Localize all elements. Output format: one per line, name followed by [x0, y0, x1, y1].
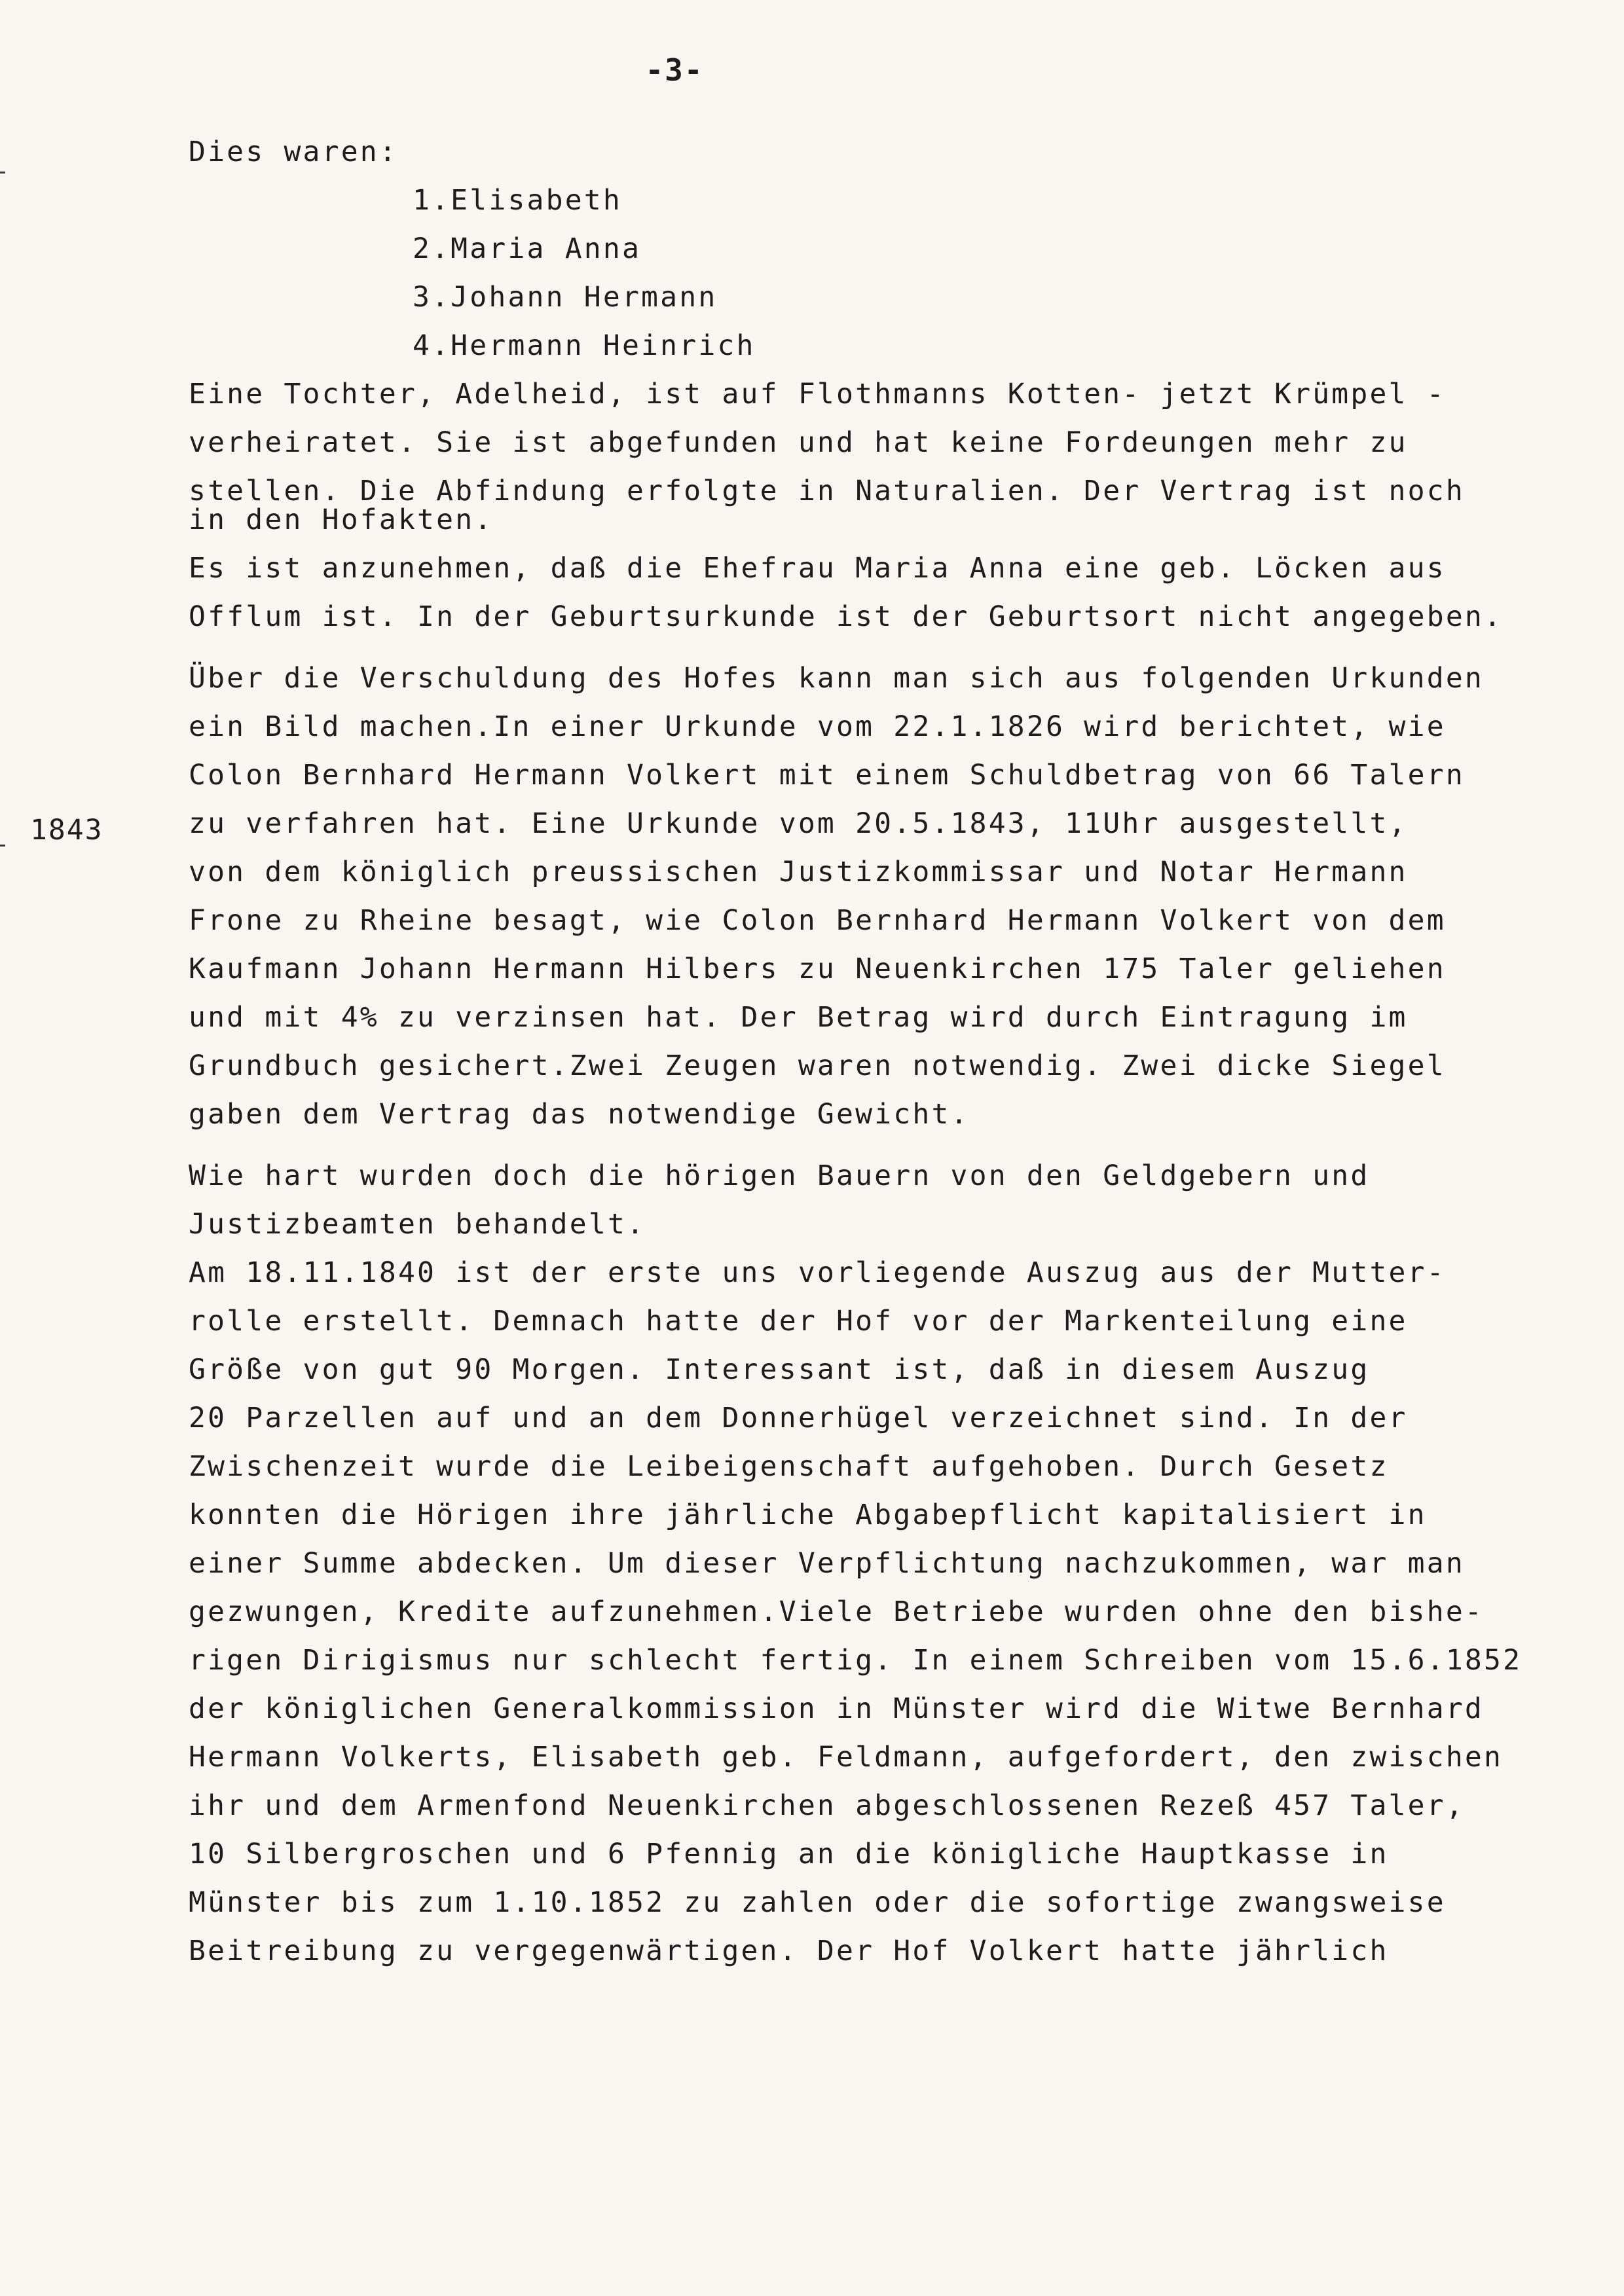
paragraph-gap	[189, 641, 1557, 654]
list-item: 1.Elisabeth	[413, 184, 622, 217]
text-line: zu verfahren hat. Eine Urkunde vom 20.5.1843, 11Uhr ausgestellt,	[189, 807, 1408, 840]
text-line: der königlichen Generalkommission in Münster wird die Witwe Bernhard	[189, 1692, 1484, 1725]
margin-year-note: 1843	[30, 814, 103, 847]
text-line: in den Hofakten.	[189, 503, 494, 536]
text-line: Kaufmann Johann Hermann Hilbers zu Neuenkirchen 175 Taler geliehen	[189, 953, 1446, 985]
text-line: 20 Parzellen auf und an dem Donnerhügel verzeichnet sind. In der	[189, 1402, 1408, 1434]
text-line: Am 18.11.1840 ist der erste uns vorliegende Auszug aus der Mutter-	[189, 1256, 1446, 1289]
text-line: Zwischenzeit wurde die Leibeigenschaft aufgehoben. Durch Gesetz	[189, 1450, 1389, 1483]
text-line: Es ist anzunehmen, daß die Ehefrau Maria Anna eine geb. Löcken aus	[189, 552, 1446, 585]
text-line: Colon Bernhard Hermann Volkert mit einem Schuldbetrag von 66 Talern	[189, 759, 1465, 792]
paragraph-gap	[189, 1139, 1557, 1152]
paragraph-land-register	[189, 1248, 1557, 1975]
text-line: Offlum ist. In der Geburtsurkunde ist der Geburtsort nicht angegeben.	[189, 600, 1504, 633]
text-line: gezwungen, Kredite aufzunehmen.Viele Betriebe wurden ohne den bishe-	[189, 1595, 1484, 1628]
text-line: rigen Dirigismus nur schlecht fertig. In einem Schreiben vom 15.6.1852	[189, 1644, 1522, 1677]
paragraph-daughter	[189, 370, 1557, 544]
text-line: konnten die Hörigen ihre jährliche Abgabepflicht kapitalisiert in	[189, 1499, 1427, 1531]
document-body	[189, 128, 1557, 1975]
text-line: Grundbuch gesichert.Zwei Zeugen waren notwendig. Zwei dicke Siegel	[189, 1049, 1446, 1082]
text-line: Hermann Volkerts, Elisabeth geb. Feldmann, aufgefordert, den zwischen	[189, 1741, 1504, 1774]
text-line: ihr und dem Armenfond Neuenkirchen abgeschlossenen Rezeß 457 Taler,	[189, 1789, 1465, 1822]
text-line: Über die Verschuldung des Hofes kann man sich aus folgenden Urkunden	[189, 662, 1484, 695]
text-line: von dem königlich preussischen Justizkommissar und Notar Hermann	[189, 856, 1408, 888]
text-line: und mit 4% zu verzinsen hat. Der Betrag wird durch Eintragung im	[189, 1001, 1408, 1034]
text-line: Beitreibung zu vergegenwärtigen. Der Hof Volkert hatte jährlich	[189, 1935, 1389, 1967]
text-line: Münster bis zum 1.10.1852 zu zahlen oder die sofortige zwangsweise	[189, 1886, 1446, 1919]
text-line: stellen. Die Abfindung erfolgte in Naturalien. Der Vertrag ist noch	[189, 475, 1465, 507]
edge-punch-mark	[0, 845, 5, 847]
list-item: 4.Hermann Heinrich	[413, 329, 756, 362]
list-item: 3.Johann Hermann	[413, 281, 718, 314]
list-item: 2.Maria Anna	[413, 232, 642, 265]
text-line: Größe von gut 90 Morgen. Interessant ist, daß in diesem Auszug	[189, 1353, 1370, 1386]
paragraph-wife	[189, 544, 1557, 641]
text-line: gaben dem Vertrag das notwendige Gewicht.	[189, 1098, 970, 1131]
text-line: Wie hart wurden doch die hörigen Bauern von den Geldgebern und	[189, 1159, 1370, 1192]
intro-line: Dies waren:	[189, 136, 398, 168]
paragraph-comment	[189, 1152, 1557, 1248]
text-line: Frone zu Rheine besagt, wie Colon Bernhard Hermann Volkert von dem	[189, 904, 1446, 937]
text-line: einer Summe abdecken. Um dieser Verpflichtung nachzukommen, war man	[189, 1547, 1465, 1580]
text-line: Justizbeamten behandelt.	[189, 1208, 646, 1241]
children-list	[189, 176, 1557, 370]
paragraph-debt	[189, 654, 1557, 1139]
text-line: verheiratet. Sie ist abgefunden und hat keine Fordeungen mehr zu	[189, 426, 1408, 459]
text-line: 10 Silbergroschen und 6 Pfennig an die königliche Hauptkasse in	[189, 1838, 1389, 1870]
text-line: Eine Tochter, Adelheid, ist auf Flothmanns Kotten- jetzt Krümpel -	[189, 378, 1446, 410]
text-line: rolle erstellt. Demnach hatte der Hof vor der Markenteilung eine	[189, 1305, 1408, 1338]
text-line: ein Bild machen.In einer Urkunde vom 22.1.1826 wird berichtet, wie	[189, 710, 1446, 743]
edge-punch-mark	[0, 172, 5, 173]
page-number: -3-	[645, 52, 704, 88]
